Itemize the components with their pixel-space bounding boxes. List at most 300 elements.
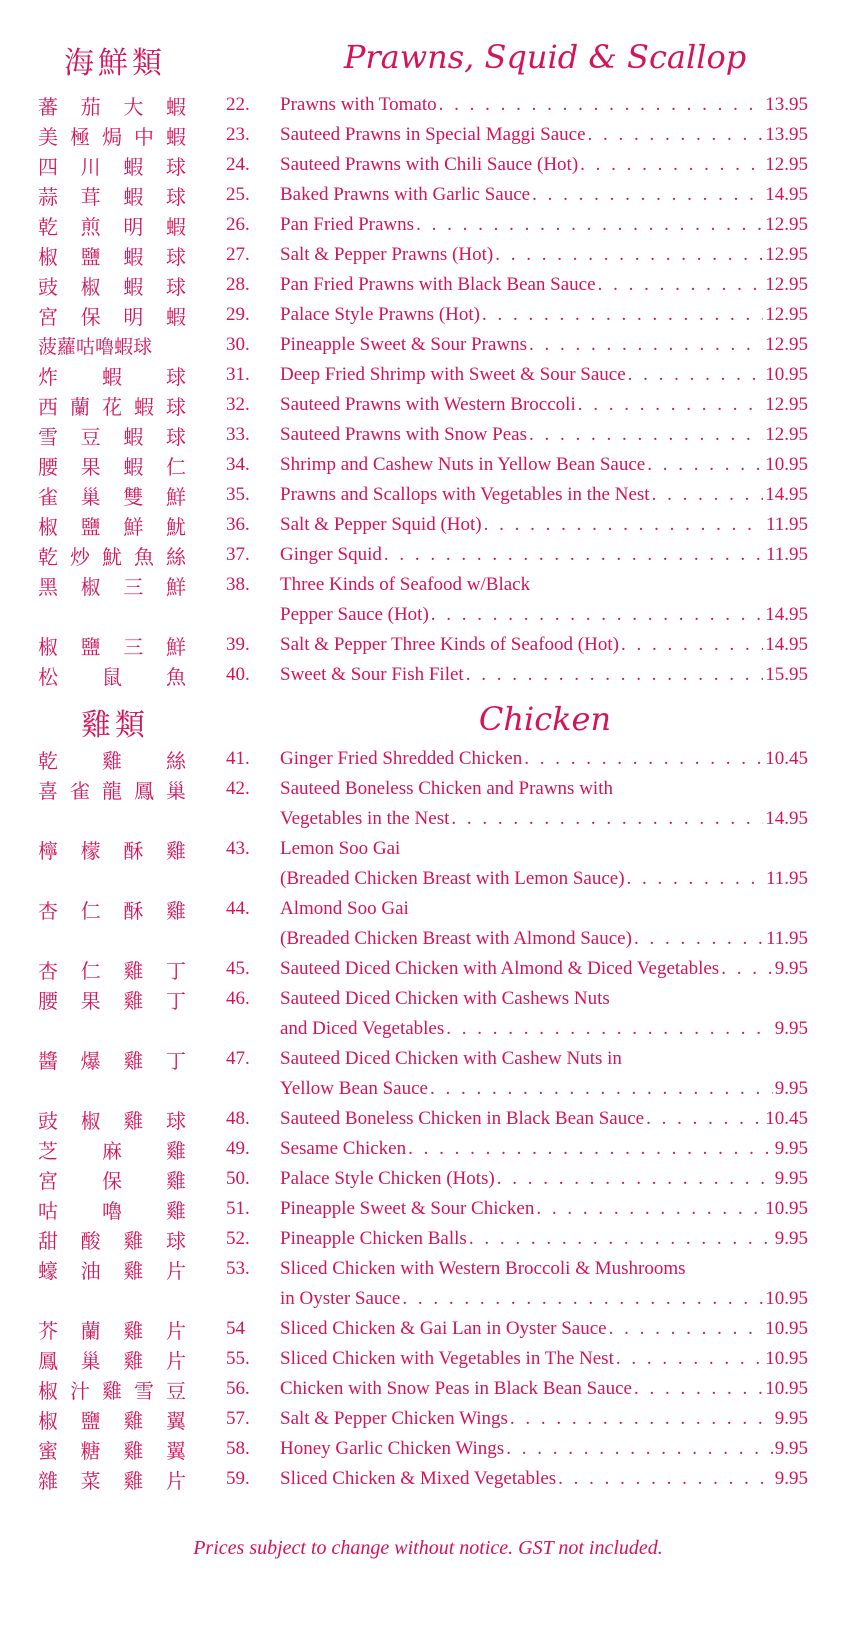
item-line bbox=[280, 778, 808, 800]
menu-item bbox=[0, 480, 856, 510]
item-chinese-name: 宮 保 明 蝦 bbox=[38, 304, 186, 329]
menu-item-row bbox=[0, 600, 856, 630]
dot-leader bbox=[446, 1018, 772, 1040]
menu-item-row bbox=[0, 450, 856, 480]
item-number: 36. bbox=[226, 514, 250, 535]
item-price: 14.95 bbox=[765, 808, 808, 829]
menu-item-row bbox=[0, 1314, 856, 1344]
item-chinese-name: 炸 蝦 球 bbox=[38, 364, 186, 389]
item-line bbox=[280, 1228, 808, 1250]
item-line bbox=[280, 154, 808, 176]
dot-leader bbox=[609, 1318, 764, 1340]
item-english-name: Pan Fried Prawns with Black Bean Sauce bbox=[280, 274, 596, 295]
dot-leader bbox=[497, 1168, 773, 1190]
menu-item-row bbox=[0, 984, 856, 1014]
item-english-name: Sauteed Diced Chicken with Cashew Nuts in bbox=[280, 1048, 622, 1069]
menu-item bbox=[0, 1404, 856, 1434]
item-price: 10.95 bbox=[765, 1198, 808, 1219]
item-price: 9.95 bbox=[774, 1168, 808, 1189]
item-chinese-name: 杏 仁 酥 雞 bbox=[38, 898, 186, 923]
item-chinese-name: 雜 菜 雞 片 bbox=[38, 1468, 186, 1493]
item-number: 25. bbox=[226, 184, 250, 205]
item-line bbox=[280, 214, 808, 236]
dot-leader bbox=[529, 334, 763, 356]
menu-item-row bbox=[0, 390, 856, 420]
item-number: 48. bbox=[226, 1108, 250, 1129]
item-english-name: Three Kinds of Seafood w/Black bbox=[280, 574, 531, 595]
item-line bbox=[280, 334, 808, 356]
item-price: 11.95 bbox=[765, 544, 808, 565]
menu-item bbox=[0, 1314, 856, 1344]
menu-item-row bbox=[0, 1194, 856, 1224]
item-number: 42. bbox=[226, 778, 250, 799]
item-price: 10.95 bbox=[765, 454, 808, 475]
item-number: 51. bbox=[226, 1198, 250, 1219]
item-line bbox=[280, 514, 808, 536]
menu-item-row bbox=[0, 774, 856, 804]
item-chinese-name: 西 蘭 花 蝦 球 bbox=[38, 394, 186, 419]
item-english-name: Sauteed Prawns with Western Broccoli bbox=[280, 394, 576, 415]
item-english-name: Honey Garlic Chicken Wings bbox=[280, 1438, 505, 1459]
menu-item-row bbox=[0, 1164, 856, 1194]
item-line bbox=[280, 394, 808, 416]
item-english-name: Salt & Pepper Prawns (Hot) bbox=[280, 244, 494, 265]
item-number: 44. bbox=[226, 898, 250, 919]
item-line bbox=[280, 898, 808, 920]
item-chinese-name: 蒜 茸 蝦 球 bbox=[38, 184, 186, 209]
menu-item bbox=[0, 1224, 856, 1254]
dot-leader bbox=[451, 808, 763, 830]
menu-item bbox=[0, 120, 856, 150]
item-price: 12.95 bbox=[765, 394, 808, 415]
item-line bbox=[280, 1378, 808, 1400]
item-english-name: Palace Style Chicken (Hots) bbox=[280, 1168, 495, 1189]
item-price: 9.95 bbox=[774, 1408, 808, 1429]
menu-item-row bbox=[0, 1224, 856, 1254]
menu-item bbox=[0, 510, 856, 540]
menu-item bbox=[0, 210, 856, 240]
item-number: 35. bbox=[226, 484, 250, 505]
menu-item-row bbox=[0, 360, 856, 390]
dot-leader bbox=[616, 1348, 763, 1370]
menu-item-row bbox=[0, 510, 856, 540]
menu-item-row bbox=[0, 180, 856, 210]
item-price: 12.95 bbox=[765, 304, 808, 325]
item-line bbox=[280, 634, 808, 656]
menu-item-row bbox=[0, 1074, 856, 1104]
item-english-name: Pan Fried Prawns bbox=[280, 214, 415, 235]
menu-item-row bbox=[0, 894, 856, 924]
menu-item bbox=[0, 420, 856, 450]
item-english-name: Pineapple Sweet & Sour Prawns bbox=[280, 334, 527, 355]
item-english-name: Sauteed Diced Chicken with Almond & Diced Vegetables bbox=[280, 958, 720, 979]
item-chinese-name: 蠔 油 雞 片 bbox=[38, 1258, 186, 1283]
item-price: 14.95 bbox=[765, 634, 808, 655]
item-english-name: Shrimp and Cashew Nuts in Yellow Bean Sauce bbox=[280, 454, 646, 475]
item-price: 12.95 bbox=[765, 154, 808, 175]
item-chinese-name: 宮 保 雞 bbox=[38, 1168, 186, 1193]
item-number: 39. bbox=[226, 634, 250, 655]
item-line bbox=[280, 808, 808, 830]
item-number: 29. bbox=[226, 304, 250, 325]
menu-item-row bbox=[0, 1014, 856, 1044]
item-english-name: Pepper Sauce (Hot) bbox=[280, 604, 429, 625]
item-price: 10.95 bbox=[765, 1318, 808, 1339]
menu-item-row bbox=[0, 240, 856, 270]
menu-item-row bbox=[0, 480, 856, 510]
item-price: 10.95 bbox=[765, 1348, 808, 1369]
item-english-name: Ginger Squid bbox=[280, 544, 382, 565]
item-number: 59. bbox=[226, 1468, 250, 1489]
item-english-name: Palace Style Prawns (Hot) bbox=[280, 304, 480, 325]
menu-item-row bbox=[0, 150, 856, 180]
menu-item-row bbox=[0, 1434, 856, 1464]
menu-item-row bbox=[0, 270, 856, 300]
item-line bbox=[280, 988, 808, 1010]
dot-leader bbox=[634, 1378, 763, 1400]
item-number: 43. bbox=[226, 838, 250, 859]
item-price: 13.95 bbox=[765, 124, 808, 145]
chicken-item-list bbox=[0, 744, 856, 1494]
item-line bbox=[280, 1318, 808, 1340]
menu-item-row bbox=[0, 630, 856, 660]
menu-item bbox=[0, 630, 856, 660]
item-english-name: Sliced Chicken & Mixed Vegetables bbox=[280, 1468, 557, 1489]
item-chinese-name: 咕 嚕 雞 bbox=[38, 1198, 186, 1223]
menu-item-row bbox=[0, 1044, 856, 1074]
item-english-name: Vegetables in the Nest bbox=[280, 808, 450, 829]
item-price: 9.95 bbox=[774, 1468, 808, 1489]
item-line bbox=[280, 1018, 808, 1040]
item-number: 40. bbox=[226, 664, 250, 685]
item-chinese-name: 豉 椒 雞 球 bbox=[38, 1108, 186, 1133]
item-number: 26. bbox=[226, 214, 250, 235]
item-english-name: Almond Soo Gai bbox=[280, 898, 409, 919]
item-number: 52. bbox=[226, 1228, 250, 1249]
item-price: 13.95 bbox=[765, 94, 808, 115]
item-price: 9.95 bbox=[774, 1138, 808, 1159]
item-number: 56. bbox=[226, 1378, 250, 1399]
item-chinese-name: 豉 椒 蝦 球 bbox=[38, 274, 186, 299]
item-line bbox=[280, 364, 808, 386]
item-english-name: Prawns and Scallops with Vegetables in the Nest bbox=[280, 484, 650, 505]
dot-leader bbox=[580, 154, 763, 176]
menu-item bbox=[0, 894, 856, 954]
item-price: 9.95 bbox=[774, 1438, 808, 1459]
dot-leader bbox=[506, 1438, 773, 1460]
menu-item-row bbox=[0, 1134, 856, 1164]
menu-item-row bbox=[0, 744, 856, 774]
item-chinese-name: 乾 炒 魷 魚 絲 bbox=[38, 544, 186, 569]
item-line bbox=[280, 838, 808, 860]
dot-leader bbox=[634, 928, 764, 950]
item-price: 14.95 bbox=[765, 484, 808, 505]
item-english-name: Yellow Bean Sauce bbox=[280, 1078, 428, 1099]
item-chinese-name: 腰 果 蝦 仁 bbox=[38, 454, 186, 479]
menu-item-row bbox=[0, 1404, 856, 1434]
dot-leader bbox=[430, 1078, 773, 1100]
item-price: 12.95 bbox=[765, 214, 808, 235]
item-line bbox=[280, 244, 808, 266]
menu-item-row bbox=[0, 660, 856, 690]
item-english-name: Sliced Chicken with Western Broccoli & Mushrooms bbox=[280, 1258, 686, 1279]
menu-item-row bbox=[0, 1254, 856, 1284]
menu-item bbox=[0, 834, 856, 894]
chicken-chinese-title: 雞類 bbox=[81, 708, 149, 743]
seafood-english-title: Prawns, Squid & Scallop bbox=[343, 38, 747, 76]
item-english-name: Pineapple Chicken Balls bbox=[280, 1228, 467, 1249]
item-line bbox=[280, 454, 808, 476]
menu-item bbox=[0, 774, 856, 834]
item-chinese-name: 乾 煎 明 蝦 bbox=[38, 214, 186, 239]
item-number: 24. bbox=[226, 154, 250, 175]
menu-item bbox=[0, 744, 856, 774]
menu-item bbox=[0, 540, 856, 570]
item-chinese-name: 乾 雞 絲 bbox=[38, 748, 186, 773]
item-chinese-name: 椒 汁 雞 雪 豆 bbox=[38, 1378, 186, 1403]
menu-item bbox=[0, 330, 856, 360]
menu-item bbox=[0, 1464, 856, 1494]
item-line bbox=[280, 868, 808, 890]
item-english-name: Ginger Fried Shredded Chicken bbox=[280, 748, 523, 769]
item-line bbox=[280, 304, 808, 326]
item-number: 34. bbox=[226, 454, 250, 475]
item-number: 46. bbox=[226, 988, 250, 1009]
item-chinese-name: 蕃 茄 大 蝦 bbox=[38, 94, 186, 119]
dot-leader bbox=[536, 1198, 763, 1220]
item-line bbox=[280, 184, 808, 206]
menu-item bbox=[0, 984, 856, 1044]
dot-leader bbox=[652, 484, 764, 506]
menu-item bbox=[0, 90, 856, 120]
item-price: 11.95 bbox=[765, 868, 808, 889]
dot-leader bbox=[646, 1108, 763, 1130]
item-chinese-name: 雀 巢 雙 鮮 bbox=[38, 484, 186, 509]
item-line bbox=[280, 664, 808, 686]
item-price: 10.45 bbox=[765, 748, 808, 769]
item-english-name: Sesame Chicken bbox=[280, 1138, 407, 1159]
menu-item bbox=[0, 1344, 856, 1374]
dot-leader bbox=[416, 214, 763, 236]
item-chinese-name: 黑 椒 三 鮮 bbox=[38, 574, 186, 599]
menu-item-row bbox=[0, 1284, 856, 1314]
menu-item bbox=[0, 1194, 856, 1224]
item-number: 57. bbox=[226, 1408, 250, 1429]
item-price: 9.95 bbox=[774, 1018, 808, 1039]
menu-item-row bbox=[0, 420, 856, 450]
item-chinese-name: 椒 鹽 雞 翼 bbox=[38, 1408, 186, 1433]
dot-leader bbox=[495, 244, 763, 266]
item-english-name: Chicken with Snow Peas in Black Bean Sauce bbox=[280, 1378, 632, 1399]
item-line bbox=[280, 274, 808, 296]
dot-leader bbox=[588, 124, 764, 146]
item-english-name: Salt & Pepper Chicken Wings bbox=[280, 1408, 508, 1429]
item-line bbox=[280, 424, 808, 446]
menu-item-row bbox=[0, 210, 856, 240]
dot-leader bbox=[532, 184, 763, 206]
item-number: 54 bbox=[226, 1318, 245, 1339]
price-disclaimer: Prices subject to change without notice. GST not included. bbox=[193, 1537, 663, 1559]
item-line bbox=[280, 94, 808, 116]
item-price: 10.95 bbox=[765, 364, 808, 385]
item-price: 11.95 bbox=[765, 928, 808, 949]
menu-item bbox=[0, 1134, 856, 1164]
dot-leader bbox=[466, 664, 764, 686]
item-line bbox=[280, 748, 808, 770]
item-number: 27. bbox=[226, 244, 250, 265]
dot-leader bbox=[721, 958, 773, 980]
menu-item-row bbox=[0, 834, 856, 864]
menu-item-row bbox=[0, 924, 856, 954]
menu-item bbox=[0, 240, 856, 270]
dot-leader bbox=[578, 394, 764, 416]
item-english-name: Sauteed Prawns with Chili Sauce (Hot) bbox=[280, 154, 579, 175]
item-chinese-name: 鳳 巢 雞 片 bbox=[38, 1348, 186, 1373]
item-chinese-name: 喜 雀 龍 鳳 巢 bbox=[38, 778, 186, 803]
item-line bbox=[280, 1468, 808, 1490]
item-line bbox=[280, 1138, 808, 1160]
menu-item bbox=[0, 1434, 856, 1464]
item-english-name: Sauteed Boneless Chicken in Black Bean Sauce bbox=[280, 1108, 645, 1129]
menu-item-row bbox=[0, 954, 856, 984]
item-chinese-name: 松 鼠 魚 bbox=[38, 664, 186, 689]
item-line bbox=[280, 1078, 808, 1100]
item-english-name: and Diced Vegetables bbox=[280, 1018, 445, 1039]
dot-leader bbox=[384, 544, 764, 566]
item-line bbox=[280, 574, 808, 596]
dot-leader bbox=[469, 1228, 773, 1250]
item-price: 14.95 bbox=[765, 184, 808, 205]
dot-leader bbox=[439, 94, 764, 116]
dot-leader bbox=[524, 748, 763, 770]
item-chinese-name: 芝 麻 雞 bbox=[38, 1138, 186, 1163]
menu-item bbox=[0, 1254, 856, 1314]
item-price: 12.95 bbox=[765, 334, 808, 355]
menu-item bbox=[0, 570, 856, 630]
item-price: 12.95 bbox=[765, 424, 808, 445]
menu-item-row bbox=[0, 1374, 856, 1404]
item-number: 30. bbox=[226, 334, 250, 355]
item-line bbox=[280, 604, 808, 626]
item-chinese-name: 醬 爆 雞 丁 bbox=[38, 1048, 186, 1073]
chicken-english-title: Chicken bbox=[478, 700, 612, 738]
item-number: 38. bbox=[226, 574, 250, 595]
dot-leader bbox=[529, 424, 763, 446]
dot-leader bbox=[627, 868, 764, 890]
item-english-name: Sauteed Boneless Chicken and Prawns with bbox=[280, 778, 613, 799]
dot-leader bbox=[482, 304, 763, 326]
item-english-name: Sliced Chicken & Gai Lan in Oyster Sauce bbox=[280, 1318, 607, 1339]
dot-leader bbox=[402, 1288, 763, 1310]
dot-leader bbox=[598, 274, 764, 296]
item-line bbox=[280, 1048, 808, 1070]
item-line bbox=[280, 1438, 808, 1460]
dot-leader bbox=[621, 634, 763, 656]
item-line bbox=[280, 484, 808, 506]
item-price: 9.95 bbox=[774, 958, 808, 979]
item-price: 12.95 bbox=[765, 274, 808, 295]
menu-item bbox=[0, 1044, 856, 1104]
item-english-name: (Breaded Chicken Breast with Almond Sauce) bbox=[280, 928, 632, 949]
item-number: 31. bbox=[226, 364, 250, 385]
item-english-name: Sauteed Diced Chicken with Cashews Nuts bbox=[280, 988, 610, 1009]
item-chinese-name: 美 極 焗 中 蝦 bbox=[38, 124, 186, 149]
item-chinese-name: 菠 蘿 咕 嚕 蝦 球 bbox=[38, 335, 153, 358]
item-english-name: Baked Prawns with Garlic Sauce bbox=[280, 184, 531, 205]
item-english-name: Lemon Soo Gai bbox=[280, 838, 401, 859]
item-price: 15.95 bbox=[765, 664, 808, 685]
item-line bbox=[280, 124, 808, 146]
dot-leader bbox=[628, 364, 764, 386]
item-number: 49. bbox=[226, 1138, 250, 1159]
menu-item bbox=[0, 300, 856, 330]
menu-item bbox=[0, 660, 856, 690]
item-english-name: Sweet & Sour Fish Filet bbox=[280, 664, 464, 685]
item-line bbox=[280, 958, 808, 980]
menu-item-row bbox=[0, 570, 856, 600]
item-chinese-name: 檸 檬 酥 雞 bbox=[38, 838, 186, 863]
item-price: 10.45 bbox=[765, 1108, 808, 1129]
item-price: 11.95 bbox=[765, 514, 808, 535]
item-number: 53. bbox=[226, 1258, 250, 1279]
item-english-name: Prawns with Tomato bbox=[280, 94, 437, 115]
menu-item bbox=[0, 180, 856, 210]
item-chinese-name: 芥 蘭 雞 片 bbox=[38, 1318, 186, 1343]
item-chinese-name: 椒 鹽 蝦 球 bbox=[38, 244, 186, 269]
item-english-name: Salt & Pepper Three Kinds of Seafood (Hot) bbox=[280, 634, 619, 655]
item-english-name: Pineapple Sweet & Sour Chicken bbox=[280, 1198, 535, 1219]
dot-leader bbox=[510, 1408, 773, 1430]
item-price: 10.95 bbox=[765, 1288, 808, 1309]
item-price: 9.95 bbox=[774, 1078, 808, 1099]
item-line bbox=[280, 1258, 808, 1280]
item-english-name: Deep Fried Shrimp with Sweet & Sour Sauce bbox=[280, 364, 626, 385]
item-chinese-name: 蜜 糖 雞 翼 bbox=[38, 1438, 186, 1463]
item-chinese-name: 四 川 蝦 球 bbox=[38, 154, 186, 179]
menu-item bbox=[0, 390, 856, 420]
item-chinese-name: 杏 仁 雞 丁 bbox=[38, 958, 186, 983]
item-number: 32. bbox=[226, 394, 250, 415]
item-english-name: Sauteed Prawns in Special Maggi Sauce bbox=[280, 124, 586, 145]
item-chinese-name: 腰 果 雞 丁 bbox=[38, 988, 186, 1013]
item-number: 50. bbox=[226, 1168, 250, 1189]
menu-item-row bbox=[0, 1104, 856, 1134]
item-line bbox=[280, 1288, 808, 1310]
seafood-item-list bbox=[0, 90, 856, 690]
item-number: 23. bbox=[226, 124, 250, 145]
menu-item-row bbox=[0, 330, 856, 360]
item-price: 10.95 bbox=[765, 1378, 808, 1399]
item-line bbox=[280, 1348, 808, 1370]
dot-leader bbox=[558, 1468, 773, 1490]
menu-item bbox=[0, 270, 856, 300]
menu-item-row bbox=[0, 864, 856, 894]
item-chinese-name: 椒 鹽 三 鮮 bbox=[38, 634, 186, 659]
item-number: 55. bbox=[226, 1348, 250, 1369]
item-english-name: Sauteed Prawns with Snow Peas bbox=[280, 424, 527, 445]
item-number: 37. bbox=[226, 544, 250, 565]
item-line bbox=[280, 928, 808, 950]
menu-item-row bbox=[0, 90, 856, 120]
dot-leader bbox=[408, 1138, 773, 1160]
item-line bbox=[280, 1198, 808, 1220]
menu-item bbox=[0, 1374, 856, 1404]
menu-item bbox=[0, 360, 856, 390]
item-price: 14.95 bbox=[765, 604, 808, 625]
item-number: 41. bbox=[226, 748, 250, 769]
menu-item-row bbox=[0, 804, 856, 834]
item-number: 33. bbox=[226, 424, 250, 445]
